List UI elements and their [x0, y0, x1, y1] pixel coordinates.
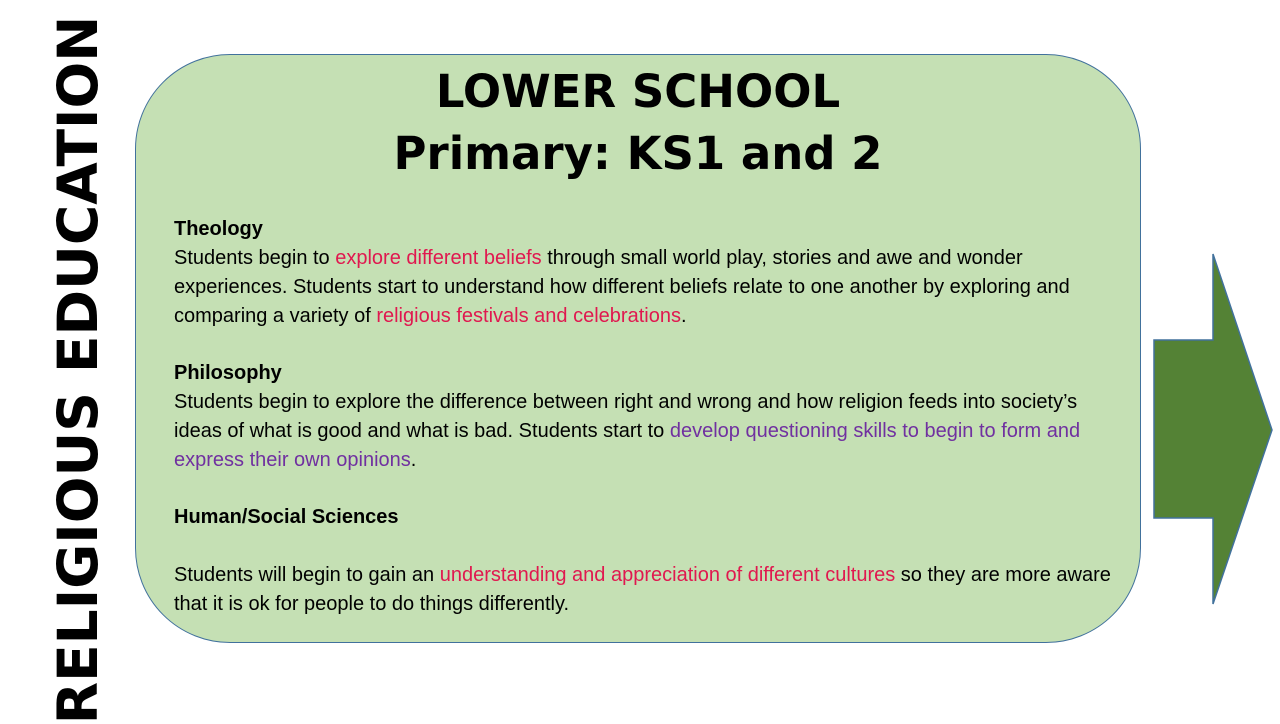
philosophy-text-part: Students begin to explore the difference between right and wrong and how religion feeds into society’s ideas of what is good and what is bad. Students start to: [174, 391, 1078, 442]
human-social-highlight-cultures: understanding and appreciation of different cultures: [439, 564, 896, 586]
theology-highlight-festivals: religious festivals and celebrations: [376, 305, 681, 327]
philosophy-text-part: .: [410, 449, 417, 471]
theology-title: Theology: [174, 218, 263, 240]
human-social-section: [174, 503, 1114, 619]
theology-text-part: Students begin to: [174, 247, 336, 269]
philosophy-title: Philosophy: [174, 362, 282, 384]
heading-lower-school: LOWER SCHOOL: [435, 65, 841, 118]
human-social-text-part: Students will begin to gain an: [174, 564, 440, 586]
spacer: [174, 532, 1114, 561]
philosophy-text: [174, 388, 1114, 475]
theology-text: [174, 244, 1114, 331]
philosophy-section: [174, 359, 1114, 475]
theology-text-part: .: [680, 305, 687, 327]
theology-section: [174, 215, 1114, 331]
content-panel: [135, 54, 1141, 643]
heading-primary-ks: Primary: KS1 and 2: [393, 127, 883, 180]
human-social-text: [174, 561, 1114, 619]
human-social-title: Human/Social Sciences: [174, 506, 399, 528]
theology-highlight-beliefs: explore different beliefs: [335, 247, 542, 269]
theology-text-part: through small world play, stories and awe and wonder experiences. Students start to understand how different beliefs relate to one another by exploring and comparing a variety of: [174, 247, 1070, 327]
side-title: RELIGIOUS EDUCATION: [46, 15, 110, 724]
human-social-text-part: so they are more aware that it is ok for people to do things differently.: [174, 564, 1111, 615]
philosophy-highlight-questioning: develop questioning skills to begin to form and express their own opinions: [174, 420, 1081, 471]
right-arrow-icon: [1153, 252, 1275, 608]
